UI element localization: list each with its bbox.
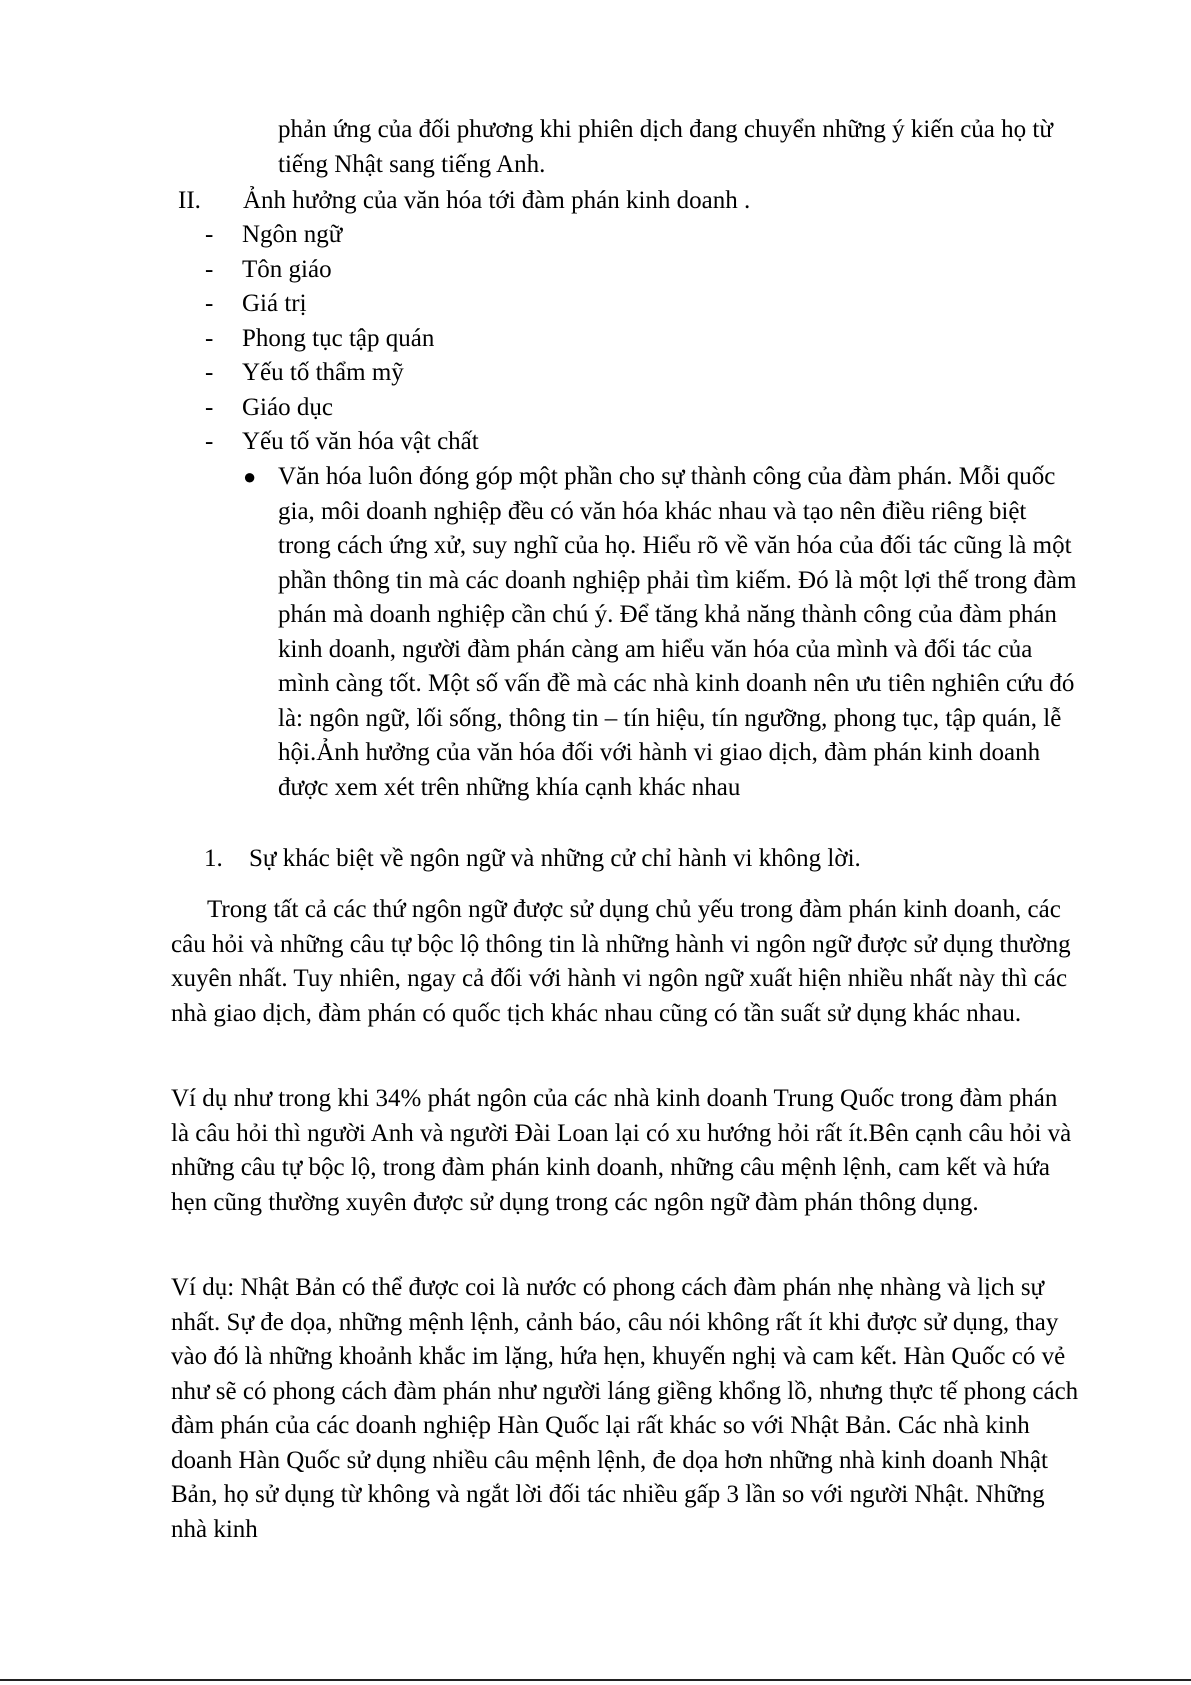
list-item-label: Yếu tố văn hóa vật chất — [242, 428, 479, 455]
body-paragraph: Ví dụ: Nhật Bản có thể được coi là nước có phong cách đàm phán nhẹ nhàng và lịch sự nhất. Sự đe dọa, những mệnh lệnh, cảnh báo, câu nói không rất ít khi được sử dụng, thay vào đó là những khoảnh khắc im lặng, hứa hẹn, khuyến nghị và cam kết. Hàn Quốc có vẻ như sẽ có phong cách đàm phán như người láng giềng khổng lồ, nhưng thực tế phong cách đàm phán của các doanh nghiệp Hàn Quốc lại rất khác so với Nhật Bản. Các nhà kinh doanh Hàn Quốc sử dụng nhiều câu mệnh lệnh, đe dọa hơn những nhà kinh doanh Nhật Bản, họ sử dụng từ không và ngắt lời đối tác nhiều gấp 3 lần so với người Nhật. Những nhà kinh — [171, 1274, 1079, 1543]
list-item-label: Phong tục tập quán — [242, 324, 435, 352]
dash-marker: - — [205, 324, 214, 352]
dash-marker: - — [205, 428, 214, 455]
bullet-text: Văn hóa luôn đóng góp một phần cho sự thành công của đàm phán. Mỗi quốc gia, môi doanh nghiệp đều có văn hóa khác nhau và tạo nên điều riêng biệt trong cách ứng xử, suy nghĩ của họ. Hiểu rõ về văn hóa của đối tác cũng là một phần thông tin mà các doanh nghiệp phải tìm kiếm. Đó là một lợi thế trong đàm phán mà doanh nghiệp cần chú ý. Để tăng khả năng thành công của đàm phán kinh doanh, người đàm phán càng am hiểu văn hóa của mình và đối tác của mình càng tốt. Một số vấn đề mà các nhà kinh doanh nên ưu tiên nghiên cứu đó là: ngôn ngữ, lối sống, thông tin – tín hiệu, tín ngưỡng, phong tục, tập quán, lễ hội.Ảnh hưởng của văn hóa đối với hành vi giao dịch, đàm phán kinh doanh được xem xét trên những khía cạnh khác nhau — [278, 463, 1077, 801]
list-item-label: Tôn giáo — [242, 255, 332, 283]
dash-marker: - — [205, 221, 214, 248]
subsection-title: Sự khác biệt về ngôn ngữ và những cử chỉ hành vi không lời. — [249, 845, 861, 872]
bullet-icon: ● — [243, 464, 257, 489]
section-title: Ảnh hưởng của văn hóa tới đàm phán kinh doanh . — [243, 187, 751, 214]
list-item-label: Giáo dục — [242, 393, 333, 421]
dash-marker: - — [205, 359, 214, 386]
dash-marker: - — [205, 255, 214, 283]
page-bottom-rule — [0, 1679, 1191, 1681]
body-paragraph: Ví dụ như trong khi 34% phát ngôn của các nhà kinh doanh Trung Quốc trong đàm phán là câu hỏi thì người Anh và người Đài Loan lại có xu hướng hỏi rất ít.Bên cạnh câu hỏi và những câu tự bộc lộ, trong đàm phán kinh doanh, những câu mệnh lệnh, cam kết và hứa hẹn cũng thường xuyên được sử dụng trong các ngôn ngữ đàm phán thông dụng. — [171, 1085, 1072, 1216]
subsection-number: 1. — [204, 845, 223, 872]
dash-marker: - — [205, 290, 214, 317]
body-paragraph: Trong tất cả các thứ ngôn ngữ được sử dụng chủ yếu trong đàm phán kinh doanh, các câu hỏi và những câu tự bộc lộ thông tin là những hành vi ngôn ngữ được sử dụng thường xuyên nhất. Tuy nhiên, ngay cả đối với hành vi ngôn ngữ xuất hiện nhiều nhất này thì các nhà giao dịch, đàm phán có quốc tịch khác nhau cũng có tần suất sử dụng khác nhau. — [171, 896, 1071, 1027]
continued-list-text: phản ứng của đối phương khi phiên dịch đang chuyển những ý kiến của họ từ tiếng Nhật sang tiếng Anh. — [278, 116, 1053, 178]
list-item-label: Giá trị — [242, 290, 307, 317]
dash-marker: - — [205, 393, 214, 421]
list-item-label: Yếu tố thẩm mỹ — [242, 359, 404, 386]
list-item-label: Ngôn ngữ — [242, 221, 343, 248]
section-number: II. — [178, 187, 201, 214]
